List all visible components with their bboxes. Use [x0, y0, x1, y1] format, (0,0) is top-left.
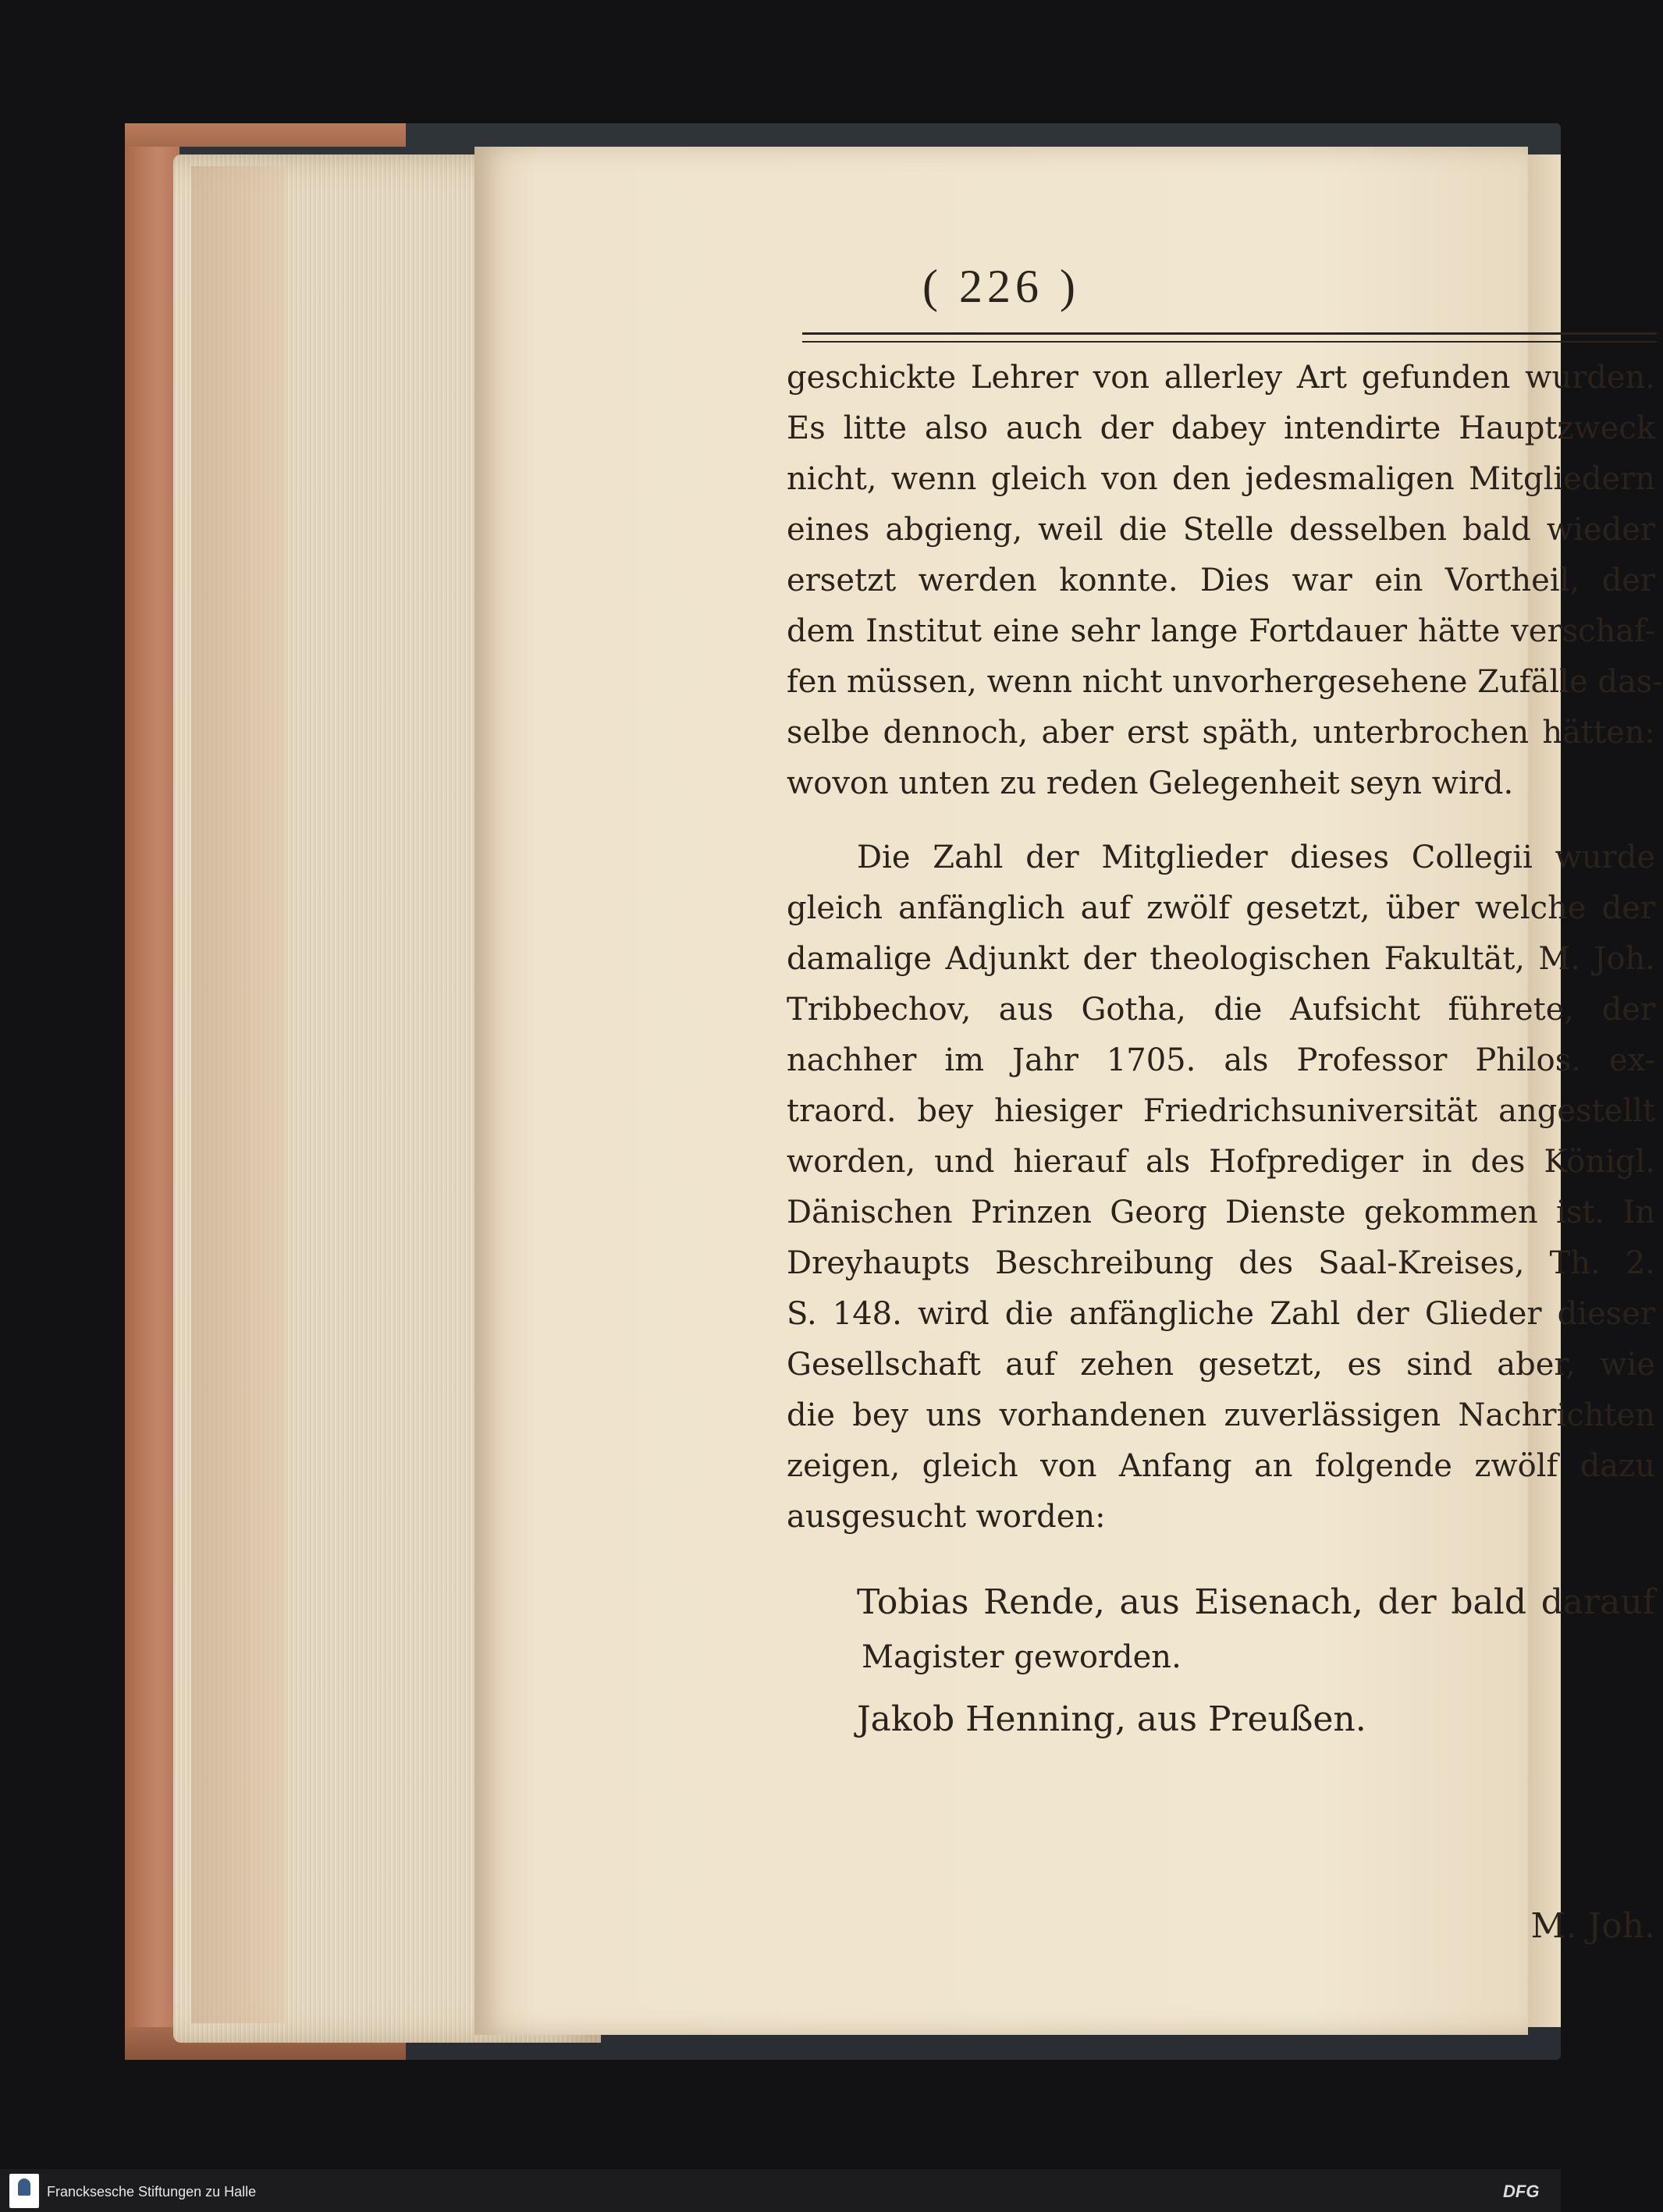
text-line: S. 148. wird die anfängliche Zahl der Glieder dieser: [787, 1296, 1655, 1332]
text-line: gleich anfänglich auf zwölf gesetzt, über welche der: [787, 890, 1655, 926]
text-line: nicht, wenn gleich von den jedesmaligen Mitgliedern: [787, 461, 1655, 497]
text-line: ersetzt werden konnte. Dies war ein Vortheil, der: [787, 563, 1655, 598]
text-line: Gesellschaft auf zehen gesetzt, es sind aber, wie: [787, 1347, 1655, 1383]
text-line: die bey uns vorhandenen zuverlässigen Nachrichten: [787, 1397, 1655, 1433]
header-rule: [802, 332, 1657, 343]
list-item-name: Jakob Henning, aus Preußen.: [857, 1699, 1366, 1739]
text-line: traord. bey hiesiger Friedrichsuniversität angestellt: [787, 1093, 1655, 1129]
institution-label: Francksesche Stiftungen zu Halle: [47, 2184, 257, 2200]
page-number: ( 226 ): [922, 261, 1080, 312]
page-block-shading: [191, 166, 285, 2023]
text-line: damalige Adjunkt der theologischen Fakultät, M. Joh.: [787, 941, 1655, 977]
leather-corner-top: [125, 123, 406, 147]
text-line: nachher im Jahr 1705. als Professor Philos. ex-: [787, 1042, 1655, 1078]
book: [125, 123, 1663, 2060]
text-line: zeigen, gleich von Anfang an folgende zwölf dazu: [787, 1448, 1655, 1484]
text-line: dem Institut eine sehr lange Fortdauer hätte verschaf-: [787, 613, 1655, 649]
text-line: Es litte also auch der dabey intendirte Hauptzweck: [787, 410, 1655, 446]
text-line: eines abgieng, weil die Stelle desselben bald wieder: [787, 512, 1655, 548]
text-line: wovon unten zu reden Gelegenheit seyn wird.: [787, 765, 1514, 801]
catchword: M. Joh.: [1530, 1906, 1655, 1946]
book-page: [474, 147, 1663, 2035]
text-line: ausgesucht worden:: [787, 1499, 1106, 1535]
text-line: selbe dennoch, aber erst späth, unterbrochen hätten:: [787, 715, 1655, 751]
text-line: geschickte Lehrer von allerley Art gefunden wurden.: [787, 360, 1655, 396]
text-line: Dreyhaupts Beschreibung des Saal-Kreises, Th. 2.: [787, 1245, 1655, 1281]
text-line: Die Zahl der Mitglieder dieses Collegii wurde: [857, 840, 1655, 875]
text-line: Tribbechov, aus Gotha, die Aufsicht führete, der: [787, 992, 1655, 1028]
text-line: worden, und hierauf als Hofprediger in des Königl.: [787, 1144, 1655, 1180]
leather-spine-edge: [125, 123, 179, 2060]
institution-logo-icon: [9, 2174, 39, 2208]
list-item-name: Tobias Rende, aus Eisenach, der bald darauf: [857, 1582, 1655, 1622]
text-line: Dänischen Prinzen Georg Dienste gekommen ist. In: [787, 1195, 1655, 1230]
text-line: fen müssen, wenn nicht unvorhergesehene Zufälle das-: [787, 664, 1663, 700]
list-item-continuation: Magister geworden.: [862, 1639, 1182, 1675]
dfg-mark: DFG: [1503, 2182, 1540, 2201]
